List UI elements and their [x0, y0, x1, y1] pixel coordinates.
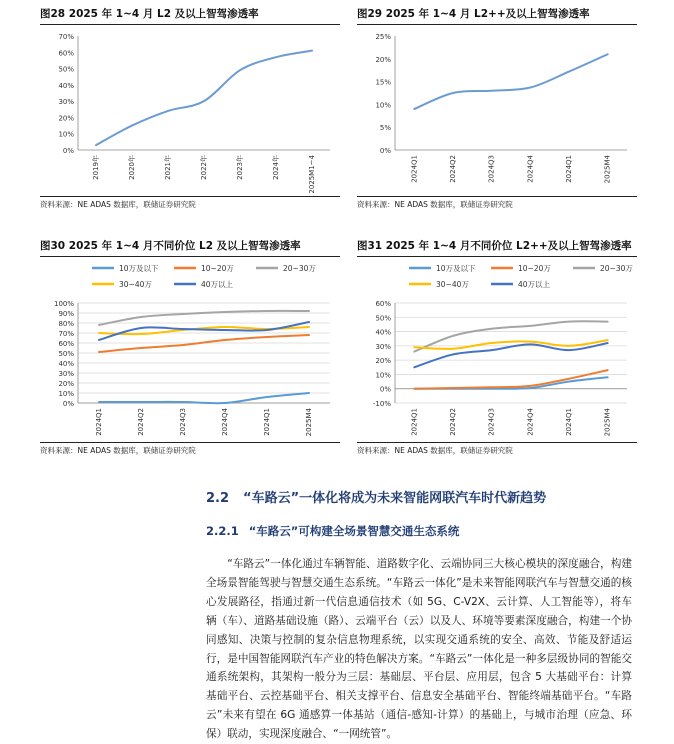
y-tick-label: 60%: [58, 340, 74, 348]
x-tick-label: 2022年: [200, 155, 208, 180]
figure-source: 资料来源：NE ADAS 数据库，联储证券研究院: [357, 446, 513, 455]
figure-title: 图29 2025 年 1~4 月 L2++及以上智驾渗透率: [357, 8, 590, 20]
x-tick-label: 2023年: [236, 155, 244, 180]
figure-source-rule: [40, 196, 340, 197]
y-tick-label: 80%: [58, 320, 74, 328]
y-tick-label: 40%: [58, 81, 74, 90]
section-title: “车路云”一体化将成为未来智能网联汽车时代新趋势: [243, 491, 547, 506]
x-tick-label: 2024Q3: [487, 408, 496, 436]
figure-source: 资料来源：NE ADAS 数据库，联储证券研究院: [357, 200, 513, 209]
x-tick-label: 2024Q4: [526, 408, 535, 436]
y-tick-label: 0%: [379, 147, 391, 155]
y-tick-label: 50%: [375, 314, 391, 323]
x-tick-label: 2024Q1: [263, 408, 271, 436]
x-tick-label: 2024Q1: [565, 155, 573, 183]
section-heading: [206, 487, 546, 506]
section-number: 2.2: [206, 491, 230, 506]
y-tick-label: 0%: [379, 385, 391, 394]
y-tick-label: 20%: [375, 357, 391, 366]
x-tick-label: 2019年: [92, 155, 100, 180]
y-tick-label: 50%: [58, 350, 74, 358]
legend-label: 40万以上: [518, 280, 551, 289]
x-tick-label: 2024Q1: [410, 155, 419, 183]
y-tick-label: 40%: [58, 360, 74, 368]
x-tick-label: 2025M4: [603, 408, 612, 437]
series-line: [96, 51, 312, 145]
figure-title: 图28 2025 年 1~4 月 L2 及以上智驾渗透率: [40, 8, 259, 20]
figure-title-rule: [40, 24, 340, 25]
series-line: [414, 54, 607, 109]
x-tick-label: 2024Q1: [410, 408, 419, 436]
x-tick-label: 2024Q2: [449, 155, 457, 183]
figure-title: 图31 2025 年 1~4 月不同价位 L2++及以上智驾渗透率: [357, 240, 632, 252]
legend-label: 40万以上: [201, 280, 234, 289]
series-line: [99, 393, 309, 403]
y-tick-label: 70%: [58, 33, 74, 41]
y-tick-label: 0%: [62, 147, 74, 155]
y-tick-label: 30%: [375, 342, 391, 351]
y-tick-label: 40%: [375, 328, 391, 337]
y-tick-label: -10%: [372, 400, 391, 408]
y-tick-label: 15%: [375, 78, 391, 87]
figure-source-rule: [357, 196, 637, 197]
line-chart: [40, 259, 340, 439]
legend-label: 10万及以下: [119, 264, 159, 273]
figure-source-rule: [357, 442, 637, 443]
legend-label: 30~40万: [436, 280, 469, 289]
y-tick-label: 5%: [379, 124, 391, 133]
figure-title-rule: [40, 256, 340, 257]
legend-label: 10~20万: [518, 264, 551, 273]
subsection-heading: [206, 523, 459, 539]
legend-label: 30~40万: [119, 280, 152, 289]
figure-source: 资料来源：NE ADAS 数据库，联储证券研究院: [40, 200, 196, 209]
y-tick-label: 20%: [58, 380, 74, 388]
y-tick-label: 25%: [375, 33, 391, 41]
x-tick-label: 2024Q4: [221, 408, 229, 436]
x-tick-label: 2024Q2: [449, 408, 457, 436]
y-tick-label: 100%: [53, 300, 74, 308]
x-tick-label: 2024年: [272, 155, 280, 180]
legend-label: 20~30万: [283, 264, 316, 273]
figure-title-rule: [357, 256, 637, 257]
x-tick-label: 2024Q1: [565, 408, 573, 436]
series-line: [414, 343, 607, 367]
y-tick-label: 30%: [58, 370, 74, 378]
x-tick-label: 2025M4: [603, 155, 612, 184]
legend-label: 10万及以下: [436, 264, 476, 273]
figure-title-rule: [357, 24, 637, 25]
line-chart: [40, 28, 340, 193]
y-tick-label: 10%: [58, 130, 74, 139]
y-tick-label: 60%: [58, 49, 74, 58]
figure-source-rule: [40, 442, 340, 443]
x-tick-label: 2024Q3: [179, 408, 187, 436]
series-line: [99, 335, 309, 352]
x-tick-label: 2025M1~4: [308, 155, 316, 194]
legend-label: 20~30万: [600, 264, 633, 273]
line-chart: [357, 28, 637, 193]
subsection-number: 2.2.1: [206, 524, 239, 538]
body-paragraph: “车路云”一体化通过车辆智能、道路数字化、云端协同三大核心模块的深度融合，构建全场景智能驾驶与智慧交通生态系统。“车路云一体化”是未来智能网联汽车与智慧交通的核心发展路径，指通过新一代信息通信技术（如 5G、C-V2X、云计算、人工智能等），将车辆（车）、道路基础设施（路）、云端平台（云）以及人、环境等要素深度融合，构建一个协同感知、决策与控制的复杂信息物理系统，以实现交通系统的安全、高效、节能及舒适运行，是中国智能网联汽车产业的特色解决方案。“车路云”一体化是一种多层级协同的智能交通系统架构，其架构一般分为三层：基础层、平台层、应用层，包含 5 大基础平台：计算基础平台、云控基础平台、相关支撑平台、信息安全基础平台、智能终端基础平台。“车路云”未来有望在 6G 通感算一体基站（通信-感知-计算）的基础上，与城市治理（应急、环保）联动，实现深度融合、“一网统管”。: [206, 558, 632, 741]
x-tick-label: 2024Q4: [526, 155, 535, 183]
x-tick-label: 2024Q3: [487, 155, 496, 183]
line-chart: [357, 259, 637, 439]
legend-label: 10~20万: [201, 264, 234, 273]
x-tick-label: 2025M4: [305, 408, 313, 437]
y-tick-label: 0%: [62, 400, 74, 408]
y-tick-label: 60%: [375, 300, 391, 308]
y-tick-label: 20%: [58, 114, 74, 123]
x-tick-label: 2020年: [128, 155, 136, 180]
y-tick-label: 10%: [375, 371, 391, 380]
subsection-title: “车路云”可构建全场景智慧交通生态系统: [248, 524, 460, 538]
x-tick-label: 2024Q2: [137, 408, 145, 436]
figure-source: 资料来源：NE ADAS 数据库，联储证券研究院: [40, 446, 196, 455]
y-tick-label: 10%: [58, 390, 74, 398]
y-tick-label: 30%: [58, 98, 74, 107]
x-tick-label: 2024Q1: [95, 408, 103, 436]
y-tick-label: 20%: [375, 55, 391, 64]
y-tick-label: 70%: [58, 330, 74, 338]
y-tick-label: 50%: [58, 65, 74, 74]
y-tick-label: 90%: [58, 310, 74, 318]
figure-title: 图30 2025 年 1~4 月不同价位 L2 及以上智驾渗透率: [40, 240, 301, 252]
y-tick-label: 10%: [375, 101, 391, 110]
x-tick-label: 2021年: [164, 155, 172, 180]
